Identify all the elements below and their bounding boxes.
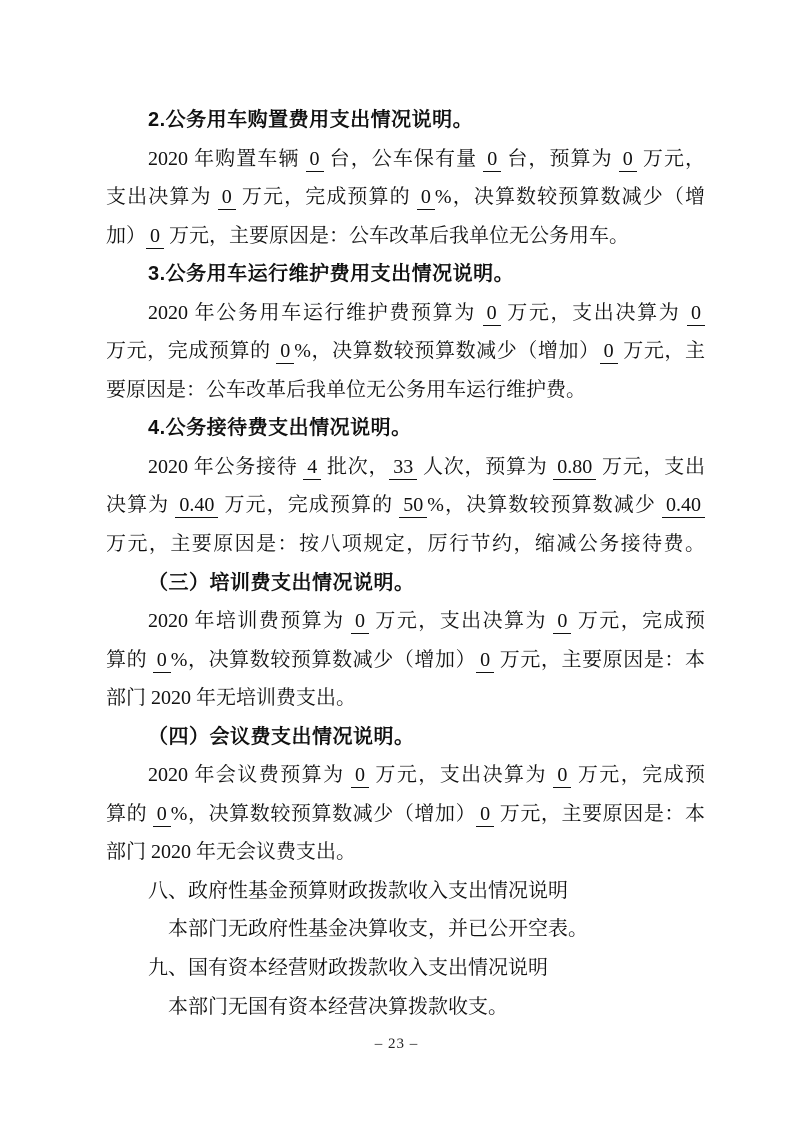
- section-heading: [106, 409, 705, 448]
- text-line: [106, 448, 705, 487]
- text-run: 3.公务用车运行维护费用支出情况说明。: [148, 263, 515, 286]
- text-run: %，决算数较预算数减少（增: [434, 186, 706, 209]
- text-run: （四）会议费支出情况说明。: [148, 725, 415, 748]
- underlined-value: 0: [600, 340, 618, 364]
- section-heading: [106, 255, 705, 294]
- text-line: [106, 525, 705, 564]
- text-run: 九、国有资本经营财政拨款收入支出情况说明: [148, 957, 548, 980]
- text-run: 部门 2020 年无会议费支出。: [106, 841, 356, 864]
- underlined-value: 0: [351, 764, 369, 788]
- underlined-value: 33: [389, 456, 417, 480]
- text-run: 加）: [106, 224, 146, 247]
- underlined-value: 0: [218, 186, 236, 210]
- text-run: 万元，主要原因是：公车改革后我单位无公务用车。: [164, 224, 629, 247]
- text-run: 万元，完成预: [571, 610, 706, 633]
- text-run: 4.公务接待费支出情况说明。: [148, 417, 412, 440]
- text-run: 万元，完成预算的: [106, 340, 277, 363]
- text-line: [106, 949, 705, 988]
- underlined-value: 0: [687, 302, 705, 326]
- text-run: 人次，预算为: [417, 455, 554, 478]
- underlined-value: 50: [399, 494, 427, 518]
- text-line: [106, 756, 705, 795]
- text-line: [106, 833, 705, 872]
- text-run: 要原因是：公车改革后我单位无公务用车运行维护费。: [106, 378, 586, 401]
- underlined-value: 0: [476, 803, 494, 827]
- text-run: 2020 年公务用车运行维护费预算为: [148, 301, 483, 324]
- text-line: [106, 178, 705, 217]
- text-line: [106, 679, 705, 718]
- text-run: 万元，主: [617, 340, 706, 363]
- section-heading: [106, 718, 705, 757]
- text-run: 2020 年培训费预算为: [148, 610, 351, 633]
- underlined-value: 0: [553, 764, 571, 788]
- text-run: 台，公车保有量: [323, 147, 484, 170]
- text-run: %，决算数较预算数减少（增加）: [170, 802, 477, 825]
- section-heading: [106, 101, 705, 140]
- text-line: [106, 332, 705, 371]
- text-run: 万元，完成预算的: [218, 494, 400, 517]
- underlined-value: 0.80: [553, 456, 596, 480]
- text-run: 万元，主要原因是：本: [494, 802, 706, 825]
- text-run: 本部门无国有资本经营决算拨款收支。: [168, 995, 508, 1018]
- text-line: [106, 988, 705, 1027]
- underlined-value: 0.40: [175, 494, 218, 518]
- text-run: %，决算数较预算数减少（增加）: [294, 340, 600, 363]
- text-run: 算的: [106, 802, 153, 825]
- text-run: 万元，支出决算为: [368, 764, 554, 787]
- text-run: 批次，: [321, 455, 390, 478]
- text-run: 部门 2020 年无培训费支出。: [106, 687, 356, 710]
- text-line: [106, 910, 705, 949]
- text-line: [106, 486, 705, 525]
- text-run: 万元，支出决算为: [500, 301, 688, 324]
- text-line: [106, 294, 705, 333]
- text-run: 万元，支出: [596, 455, 705, 478]
- text-run: 本部门无政府性基金决算收支，并已公开空表。: [168, 918, 588, 941]
- underlined-value: 0: [153, 803, 171, 827]
- text-run: 万元，完成预: [571, 764, 706, 787]
- text-run: %，决算数较预算数减少: [427, 494, 663, 517]
- text-run: 万元，: [636, 147, 706, 170]
- underlined-value: 0: [351, 610, 369, 634]
- text-run: %，决算数较预算数减少（增加）: [170, 648, 477, 671]
- underlined-value: 0: [619, 148, 637, 172]
- text-run: （三）培训费支出情况说明。: [148, 571, 415, 594]
- text-run: 万元，完成预算的: [235, 186, 417, 209]
- underlined-value: 0: [146, 225, 164, 249]
- text-run: 八、政府性基金预算财政拨款收入支出情况说明: [148, 879, 568, 902]
- text-line: [106, 140, 705, 179]
- underlined-value: 0: [153, 649, 171, 673]
- text-run: 决算为: [106, 494, 176, 517]
- text-run: 2020 年会议费预算为: [148, 764, 351, 787]
- text-line: [106, 795, 705, 834]
- text-line: [106, 872, 705, 911]
- underlined-value: 0.40: [662, 494, 705, 518]
- underlined-value: 4: [303, 456, 321, 480]
- text-run: 万元，主要原因是：本: [494, 648, 706, 671]
- text-run: 万元，主要原因是：按八项规定，厉行节约，缩减公务接待费。: [106, 533, 705, 556]
- text-run: 台，预算为: [501, 147, 619, 170]
- text-run: 万元，支出决算为: [368, 610, 554, 633]
- text-run: 支出决算为: [106, 186, 218, 209]
- underlined-value: 0: [276, 340, 294, 364]
- underlined-value: 0: [553, 610, 571, 634]
- section-heading: [106, 564, 705, 603]
- text-run: 算的: [106, 648, 153, 671]
- underlined-value: 0: [306, 148, 324, 172]
- text-line: [106, 602, 705, 641]
- text-line: [106, 641, 705, 680]
- page-number: – 23 –: [374, 1036, 419, 1052]
- text-line: [106, 371, 705, 410]
- underlined-value: 0: [476, 649, 494, 673]
- underlined-value: 0: [483, 148, 501, 172]
- document-body: [106, 101, 705, 1026]
- underlined-value: 0: [483, 302, 501, 326]
- text-run: 2020 年购置车辆: [148, 147, 306, 170]
- text-line: [106, 217, 705, 256]
- text-run: 2020 年公务接待: [148, 455, 304, 478]
- underlined-value: 0: [417, 186, 435, 210]
- text-run: 2.公务用车购置费用支出情况说明。: [148, 109, 474, 131]
